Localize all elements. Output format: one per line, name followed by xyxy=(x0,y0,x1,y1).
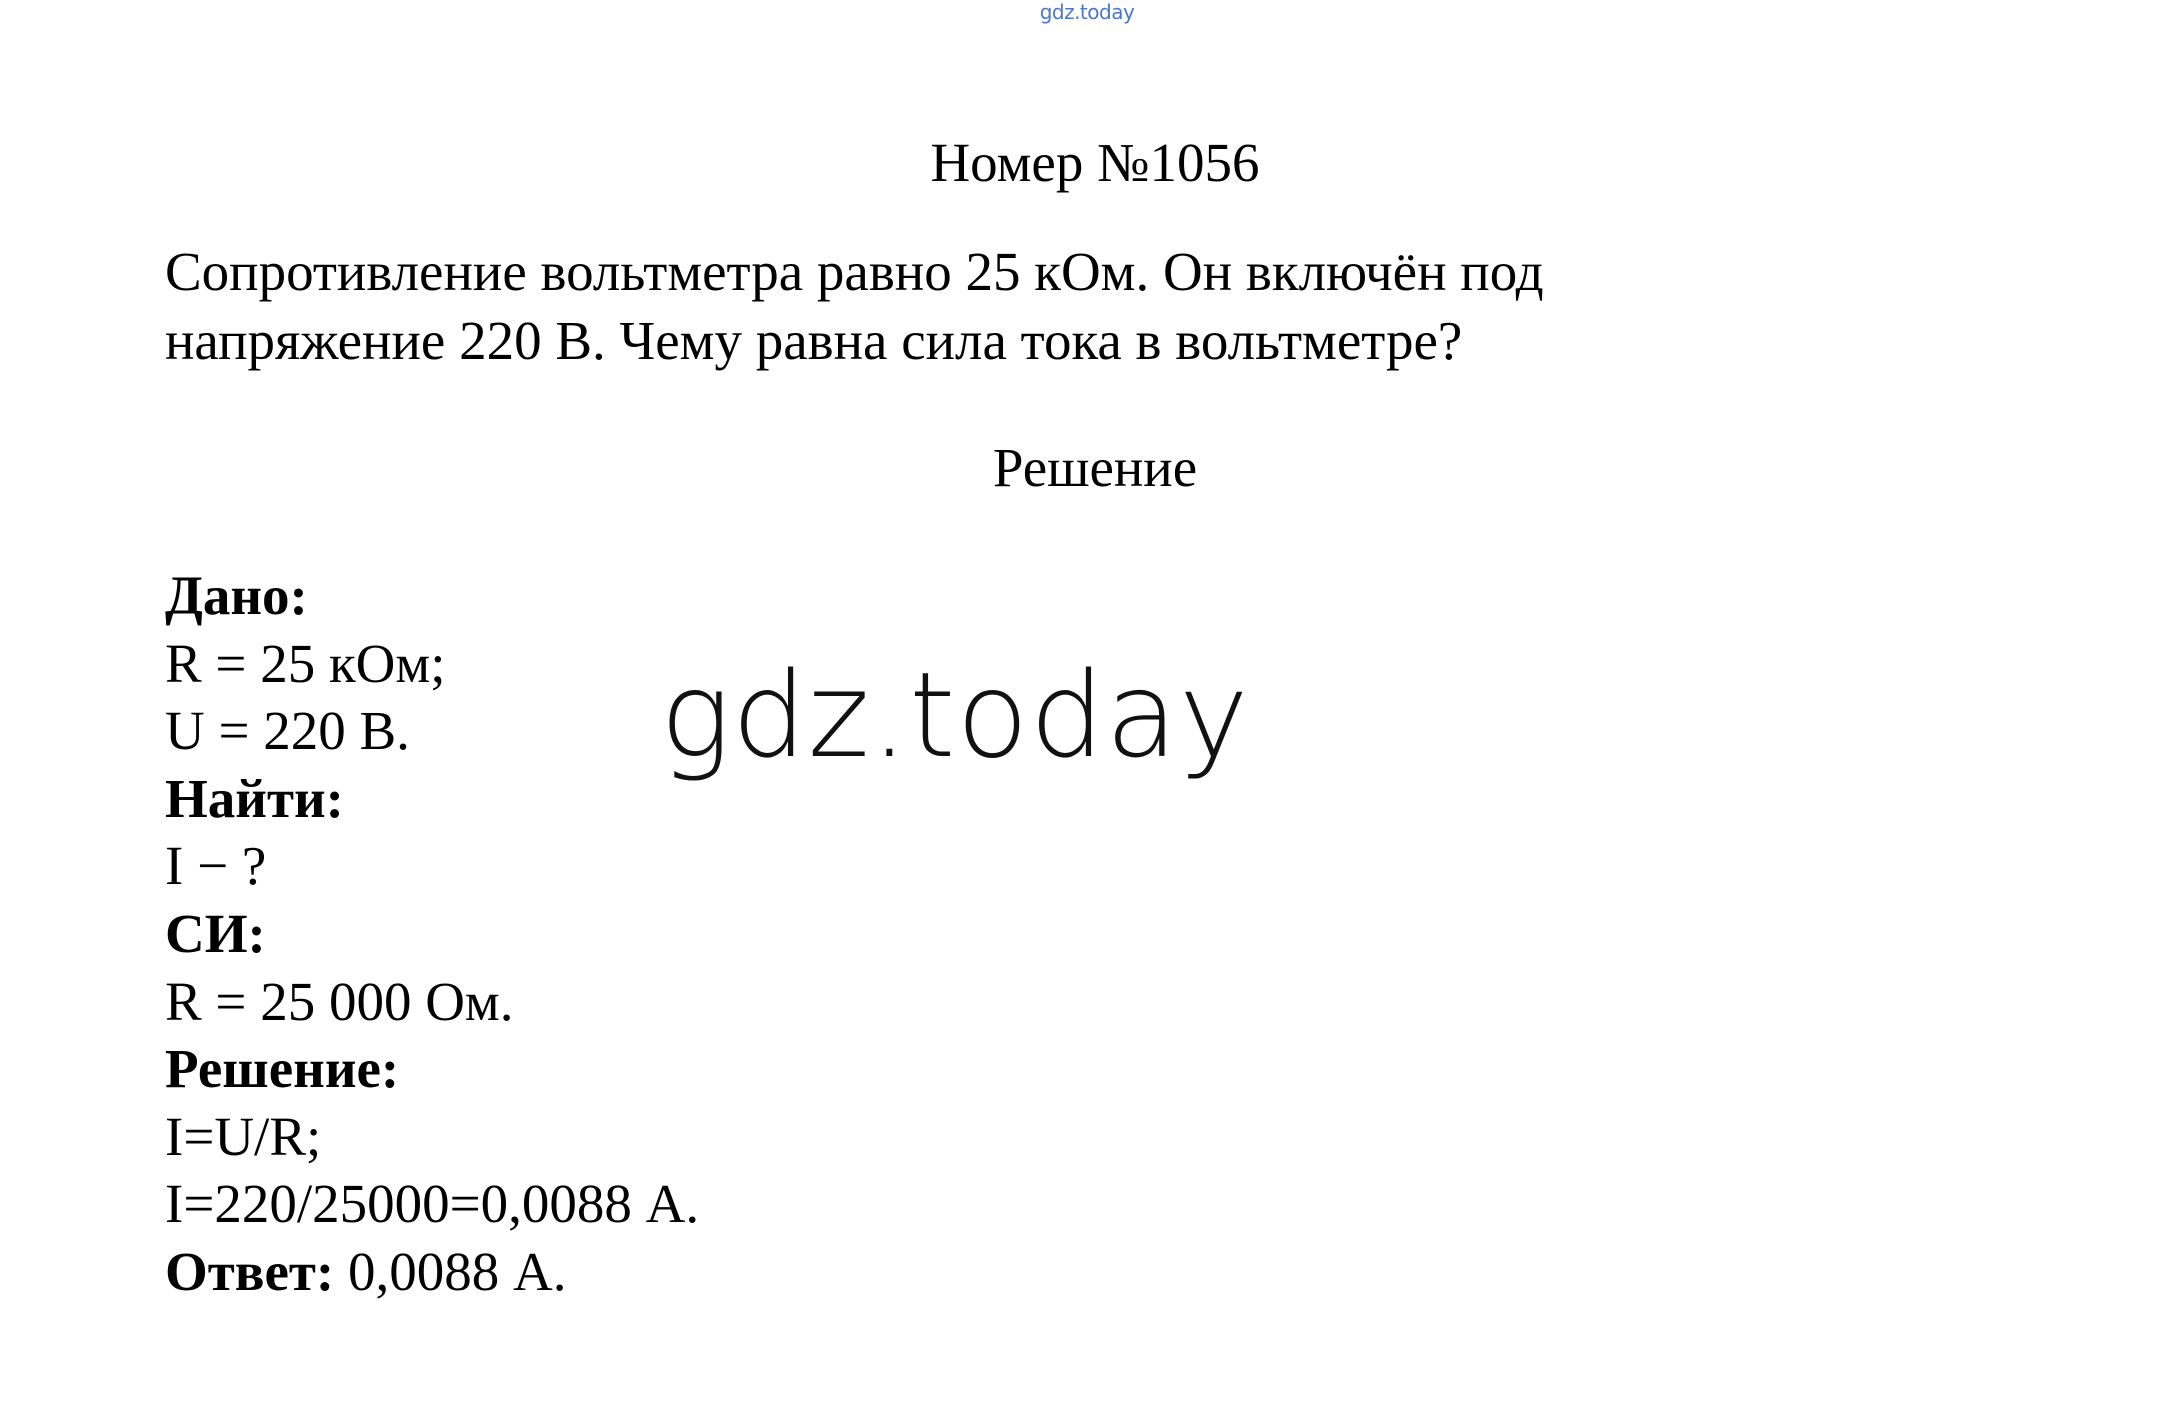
solution-line: I=U/R; xyxy=(165,1105,322,1167)
problem-line-1: Сопротивление вольтметра равно 25 кОм. Он включён под xyxy=(165,241,1544,302)
si-heading: СИ: xyxy=(165,902,266,964)
answer-label: Ответ: xyxy=(165,1240,335,1302)
si-line: R = 25 000 Ом. xyxy=(165,970,514,1032)
solution-subheading: Решение: xyxy=(165,1038,400,1100)
center-watermark: gdz.today xyxy=(660,646,1250,784)
given-line: U = 220 В. xyxy=(165,700,410,762)
solution-line: I=220/25000=0,0088 А. xyxy=(165,1173,700,1235)
top-watermark xyxy=(0,0,2184,24)
find-heading: Найти: xyxy=(165,767,344,829)
top-watermark-text: gdz.today xyxy=(1039,0,1135,24)
problem-line-2: напряжение 220 В. Чему равна сила тока в вольтметре? xyxy=(165,310,1463,371)
given-line: R = 25 кОм; xyxy=(165,632,446,694)
find-line: I − ? xyxy=(165,835,267,897)
solution-work xyxy=(165,562,699,1306)
problem-statement xyxy=(165,237,1865,375)
answer-line xyxy=(165,1238,699,1306)
answer-value: 0,0088 А. xyxy=(334,1240,567,1302)
given-heading: Дано: xyxy=(165,565,308,626)
page-title: Номер №1056 xyxy=(930,132,1260,193)
solution-heading: Решение xyxy=(992,437,1198,498)
